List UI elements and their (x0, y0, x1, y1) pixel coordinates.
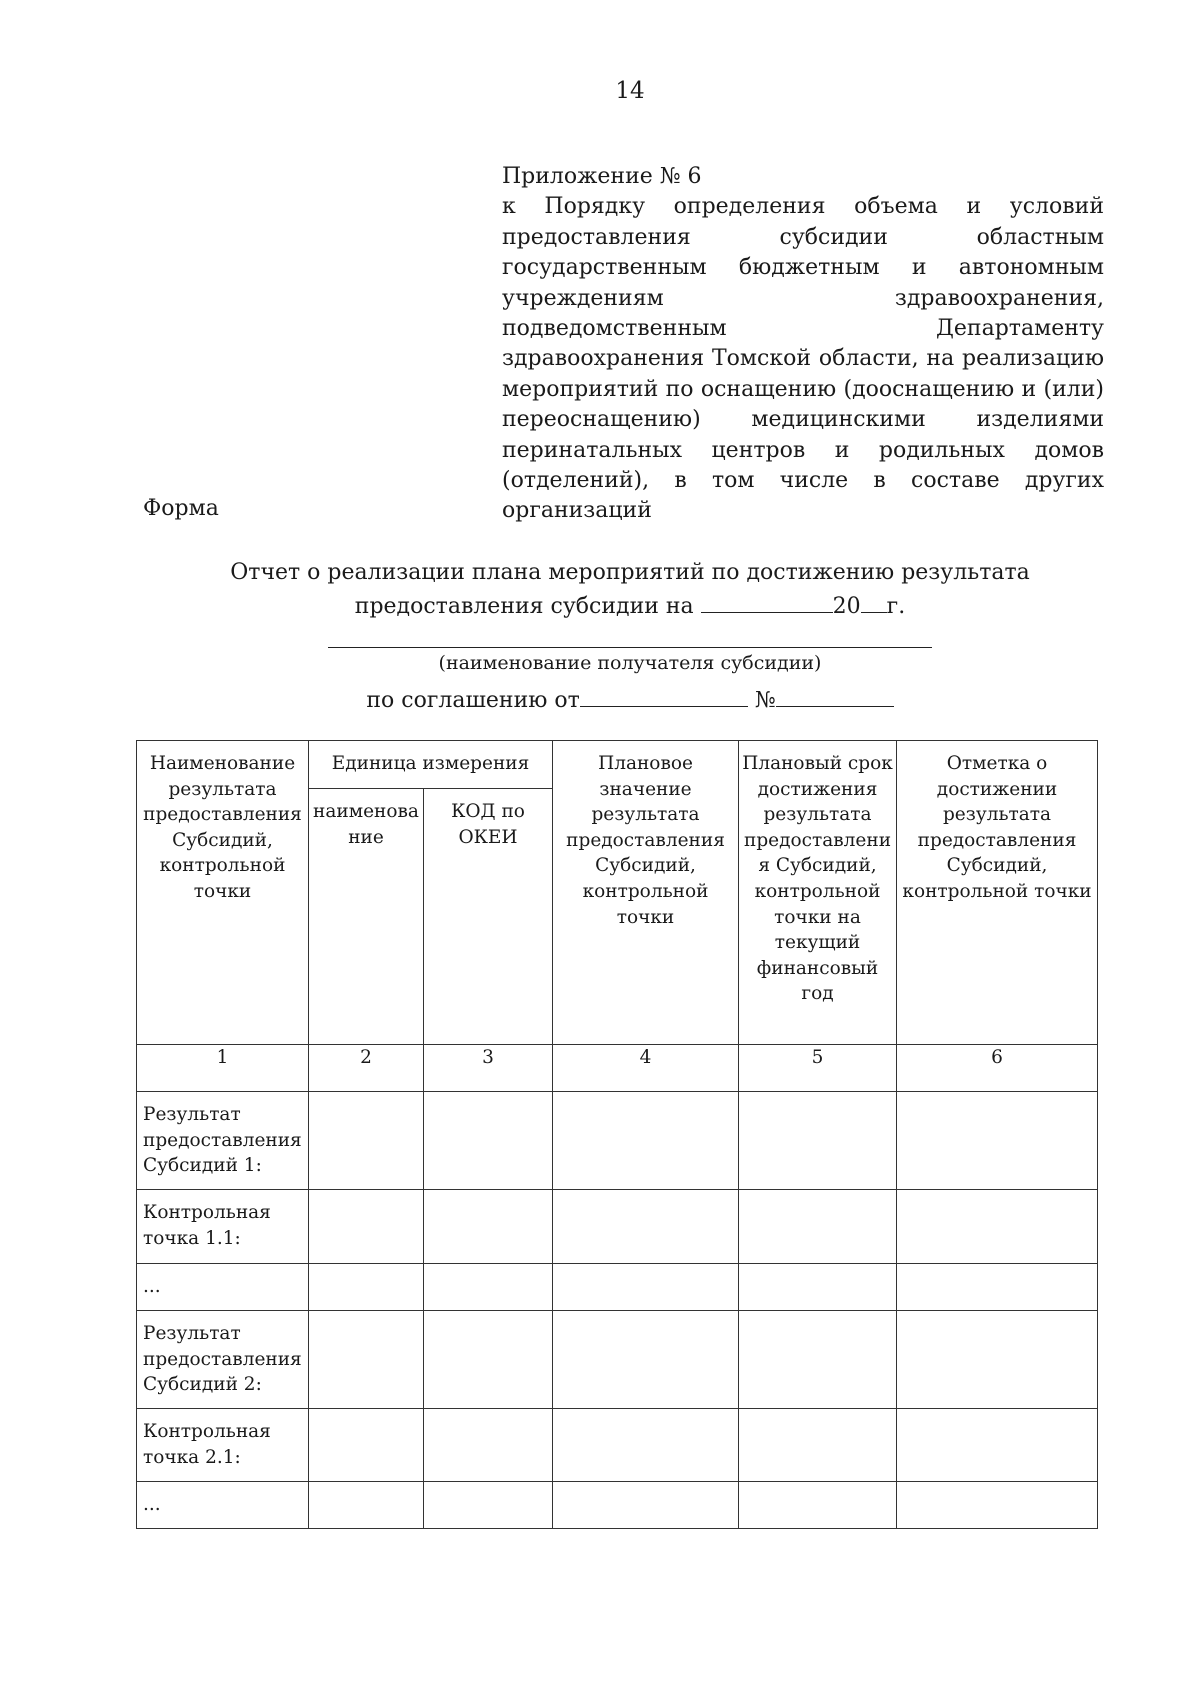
table-cell (553, 1190, 739, 1264)
table-cell (739, 1092, 897, 1190)
table-cell (553, 1409, 739, 1482)
appendix-block (502, 162, 1104, 527)
report-table (136, 740, 1098, 1529)
column-number: 1 (137, 1045, 309, 1092)
report-title-line-1: Отчет о реализации плана мероприятий по достижению результата (230, 560, 1030, 585)
forma-label: Форма (143, 496, 219, 521)
row-label: Контрольная точка 1.1: (137, 1190, 309, 1264)
table-cell (739, 1264, 897, 1311)
table-cell (309, 1190, 424, 1264)
recipient-caption: (наименование получателя субсидии) (438, 652, 822, 674)
row-label: Контрольная точка 2.1: (137, 1409, 309, 1482)
table-cell (553, 1482, 739, 1529)
table-cell (897, 1409, 1098, 1482)
header-unit-group: Единица измерения (309, 741, 553, 789)
report-title-year: 20 (832, 594, 861, 619)
table-cell (897, 1482, 1098, 1529)
table-row (137, 1409, 1098, 1482)
column-number: 6 (897, 1045, 1098, 1092)
table-cell (309, 1264, 424, 1311)
header-planned-deadline: Плановый срок достижения результата предоставлени я Субсидий, контрольной точки на текущий финансовый год (739, 741, 897, 1045)
recipient-name-line (328, 647, 932, 648)
table-cell (897, 1190, 1098, 1264)
table-row (137, 1482, 1098, 1529)
table-cell (309, 1409, 424, 1482)
table-cell (553, 1092, 739, 1190)
header-okei-code: КОД по ОКЕИ (424, 789, 553, 1045)
table-row (137, 1190, 1098, 1264)
table-cell (897, 1092, 1098, 1190)
header-achievement-mark: Отметка о достижении результата предоставления Субсидий, контрольной точки (897, 741, 1098, 1045)
year-blank (861, 590, 887, 613)
table-cell (309, 1311, 424, 1409)
header-unit-name: наименова ние (309, 789, 424, 1045)
table-cell (424, 1264, 553, 1311)
table-cell (424, 1311, 553, 1409)
table-cell (424, 1092, 553, 1190)
column-number: 3 (424, 1045, 553, 1092)
column-number-row (137, 1045, 1098, 1092)
row-label: Результат предоставления Субсидий 2: (137, 1311, 309, 1409)
table-cell (553, 1264, 739, 1311)
agreement-prefix: по соглашению от (366, 688, 580, 713)
report-title (140, 556, 1120, 624)
agreement-line (0, 684, 1200, 713)
table-cell (424, 1482, 553, 1529)
agreement-number-sign: № (754, 688, 776, 713)
agreement-date-blank (580, 684, 748, 707)
table-cell (897, 1311, 1098, 1409)
table-cell (553, 1311, 739, 1409)
header-result-name: Наименование результата предоставления Субсидий, контрольной точки (137, 741, 309, 1045)
table-cell (739, 1482, 897, 1529)
table-cell (309, 1092, 424, 1190)
table-row (137, 1311, 1098, 1409)
table-row (137, 1264, 1098, 1311)
table-cell (424, 1409, 553, 1482)
table-row (137, 1092, 1098, 1190)
table-cell (739, 1190, 897, 1264)
appendix-title: Приложение № 6 (502, 164, 702, 189)
date-blank (701, 590, 833, 613)
report-title-line-2 (140, 590, 1120, 624)
row-label: ... (137, 1482, 309, 1529)
table-cell (897, 1264, 1098, 1311)
report-title-prefix: предоставления субсидии на (354, 594, 701, 619)
agreement-number-blank (776, 684, 894, 707)
row-label: ... (137, 1264, 309, 1311)
table-cell (739, 1409, 897, 1482)
column-number: 4 (553, 1045, 739, 1092)
table-cell (309, 1482, 424, 1529)
row-label: Результат предоставления Субсидий 1: (137, 1092, 309, 1190)
column-number: 2 (309, 1045, 424, 1092)
page-number: 14 (615, 78, 645, 104)
header-planned-value: Плановое значение результата предоставления Субсидий, контрольной точки (553, 741, 739, 1045)
table-cell (424, 1190, 553, 1264)
column-number: 5 (739, 1045, 897, 1092)
appendix-text: к Порядку определения объема и условий предоставления субсидии областным государственным бюджетным и автономным учреждениям здравоохранения, подведомственным Департаменту здравоохранения Томской области, на реализацию мероприятий по оснащению (дооснащению и (или) переоснащению) медицинскими изделиями перинатальных центров и родильных домов (отделений), в том числе в составе других организаций (502, 194, 1104, 524)
table-cell (739, 1311, 897, 1409)
report-title-suffix: г. (886, 594, 906, 619)
